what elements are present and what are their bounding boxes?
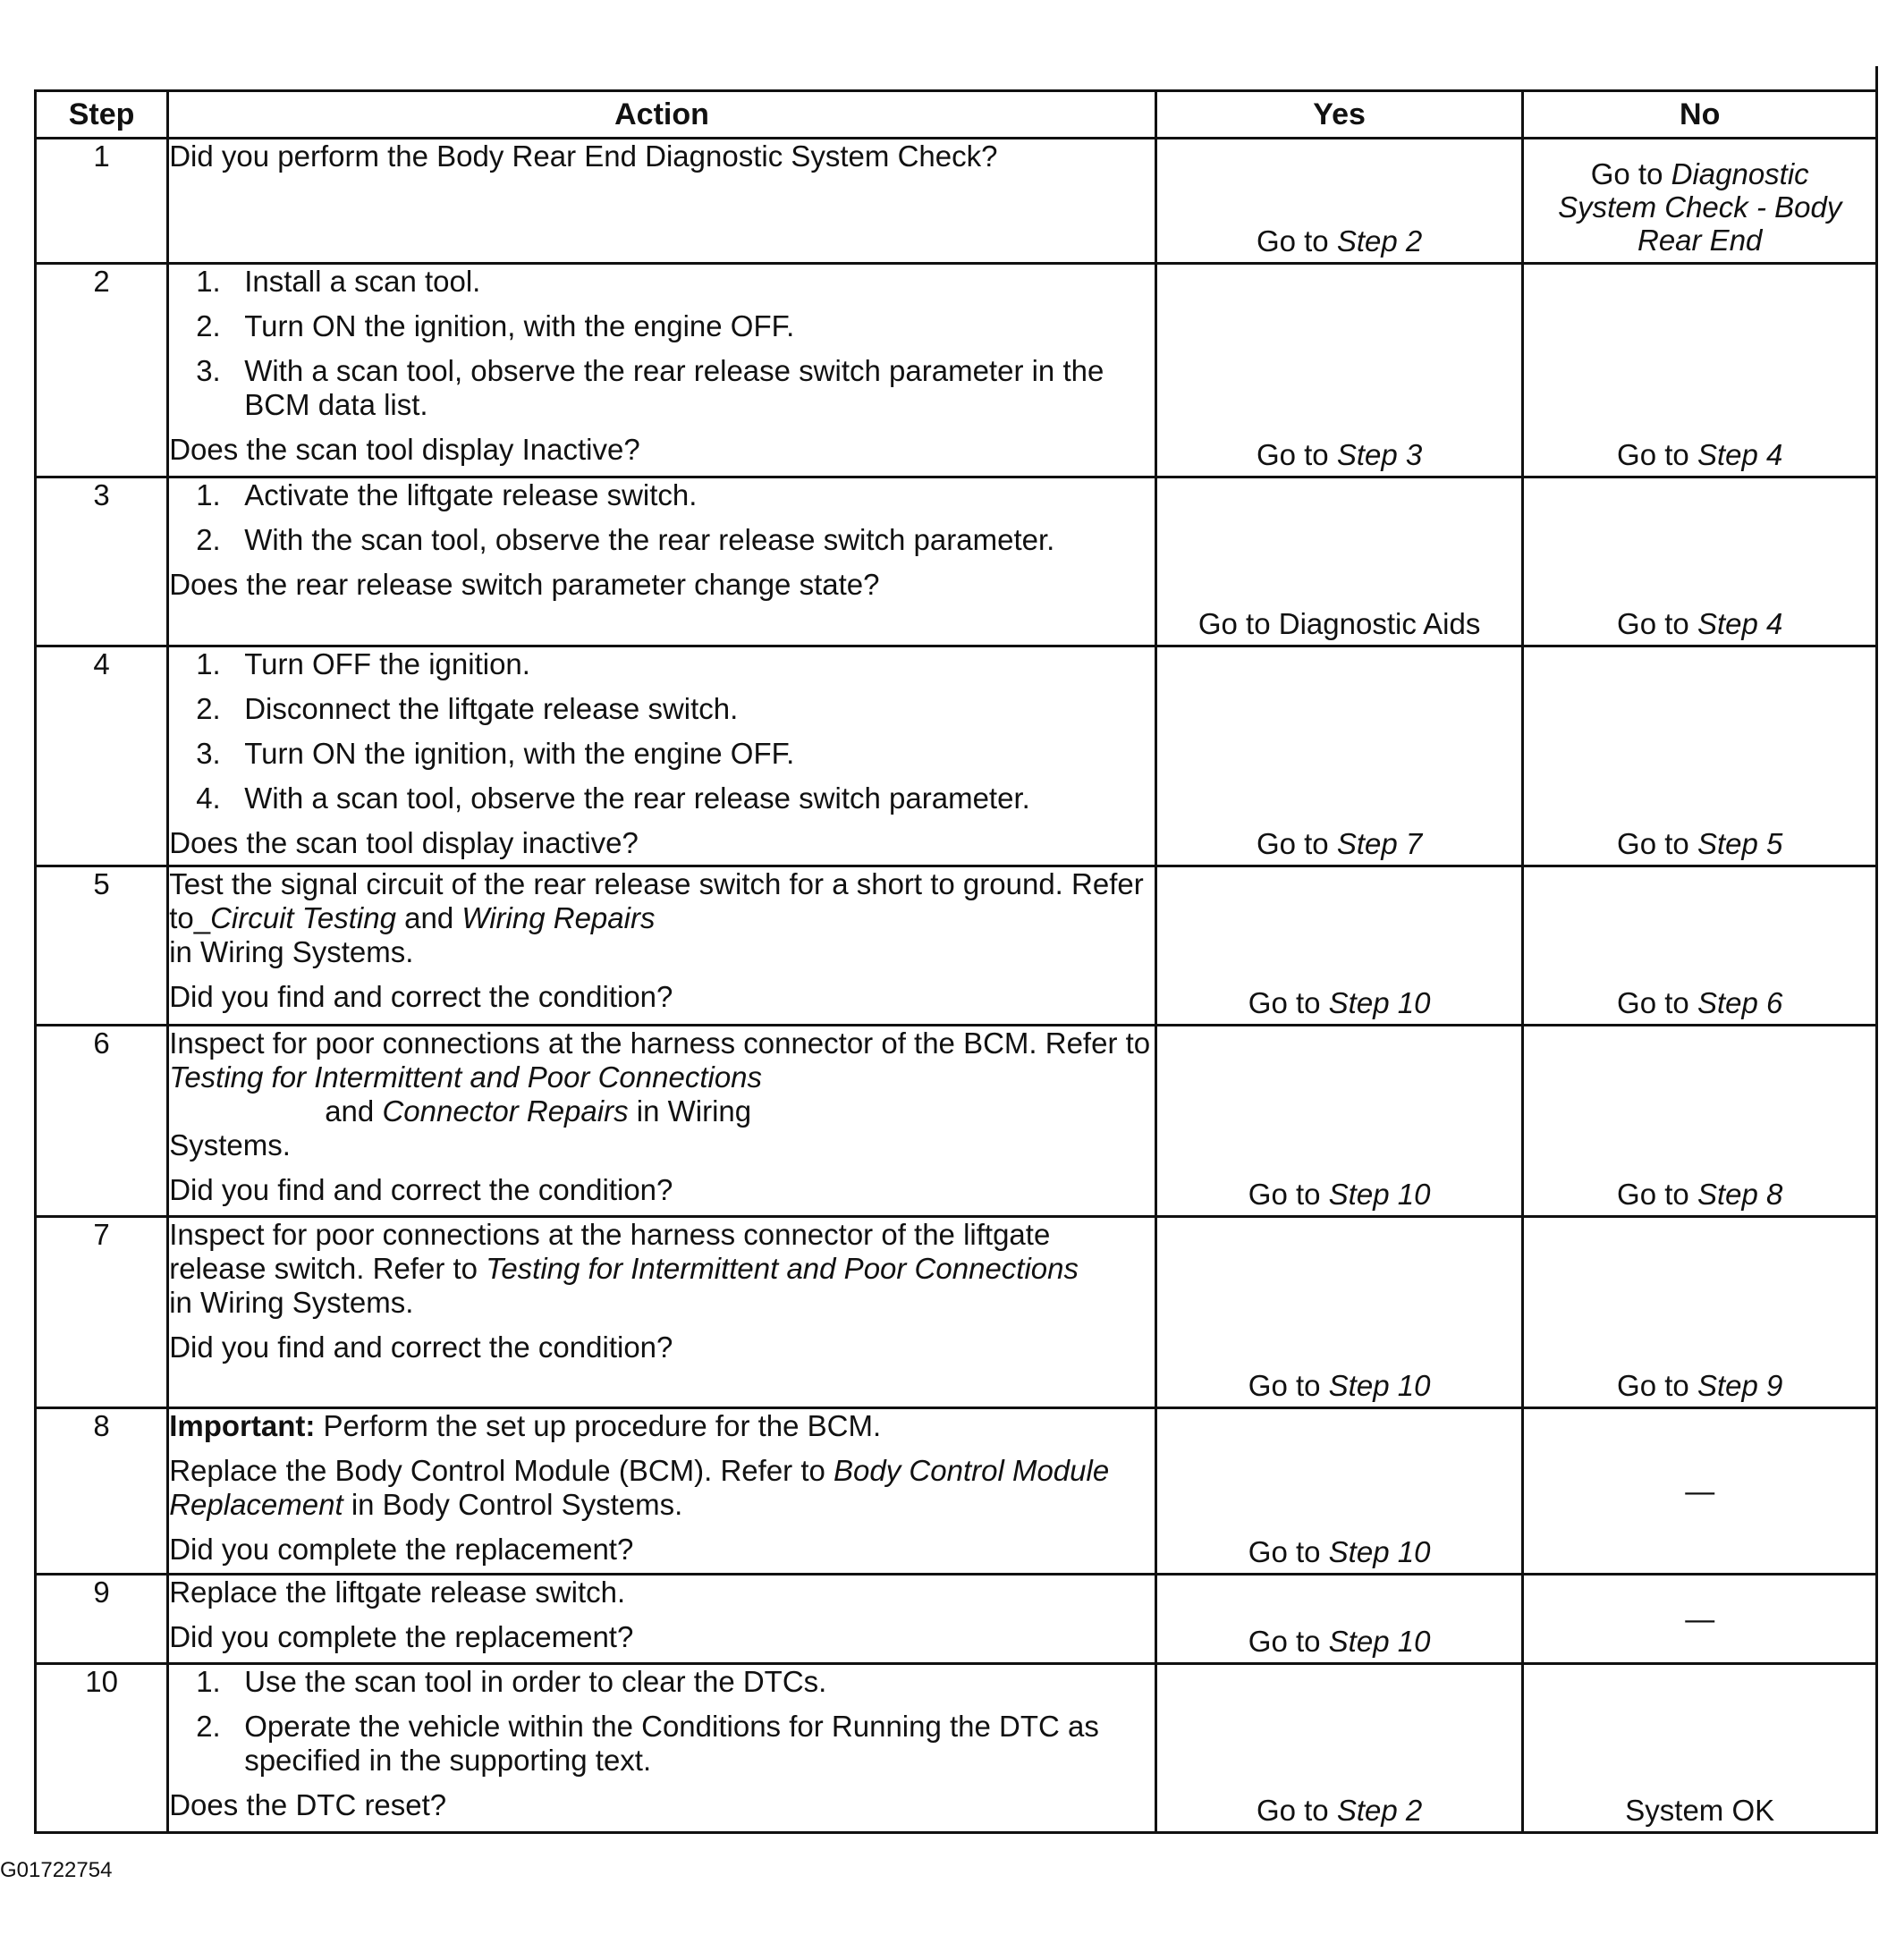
list-number: 1. (196, 1665, 221, 1698)
step-number: 10 (36, 1664, 168, 1833)
list-item-text: With a scan tool, observe the rear release switch parameter in the BCM data list. (244, 354, 1104, 421)
instruction-list (169, 478, 1155, 557)
action-question: Did you perform the Body Rear End Diagnostic System Check? (169, 139, 998, 173)
yes-prefix: Go to (1256, 827, 1337, 860)
yes-step-link[interactable]: Step 10 (1328, 1369, 1431, 1402)
no-prefix: Go to (1617, 607, 1697, 640)
table-row-step-3 (36, 477, 1877, 646)
yes-prefix: Go to (1256, 438, 1337, 471)
table-row-step-10 (36, 1664, 1877, 1833)
no-link-line-3[interactable]: Rear End (1637, 224, 1763, 257)
no-not-applicable: — (1685, 1474, 1715, 1508)
no-cell (1523, 866, 1877, 1026)
circuit-testing-link[interactable]: Circuit Testing (210, 901, 396, 934)
list-number: 1. (196, 265, 221, 298)
action-cell (168, 646, 1156, 866)
no-step-link[interactable]: Step 4 (1697, 607, 1783, 640)
figure-id: G01722754 (0, 1858, 113, 1882)
action-cell (168, 1026, 1156, 1217)
instruction-text: Inspect for poor connections at the harness connector of the BCM. Refer to (169, 1026, 1151, 1060)
list-item (169, 523, 1155, 557)
diagnostic-table (34, 89, 1878, 1834)
list-number: 1. (196, 478, 221, 511)
list-number: 3. (196, 737, 221, 770)
yes-step-link[interactable]: Step 3 (1336, 438, 1423, 471)
instruction-text: in Wiring Systems. (169, 1286, 414, 1319)
yes-prefix: Go to (1248, 1535, 1329, 1568)
list-number: 2. (196, 692, 221, 725)
action-question: Did you find and correct the condition? (169, 1173, 673, 1206)
instruction-text: and (325, 1094, 383, 1128)
no-cell (1523, 1026, 1877, 1217)
no-step-link[interactable]: Step 8 (1697, 1178, 1783, 1211)
action-cell (168, 1217, 1156, 1408)
no-not-applicable: — (1685, 1601, 1715, 1635)
no-link-line-2[interactable]: System Check - Body (1558, 190, 1842, 224)
table-row-step-6 (36, 1026, 1877, 1217)
list-number: 2. (196, 523, 221, 556)
table-row-step-4 (36, 646, 1877, 866)
list-item-text: Turn OFF the ignition. (244, 647, 530, 680)
no-cell (1523, 1217, 1877, 1408)
list-number: 2. (196, 1710, 221, 1743)
action-instruction (169, 1454, 1155, 1522)
action-instruction (169, 1218, 1155, 1320)
yes-cell (1155, 866, 1523, 1026)
instruction-list (169, 647, 1155, 815)
list-item-text: With a scan tool, observe the rear release switch parameter. (244, 781, 1030, 815)
instruction-list (169, 1665, 1155, 1778)
step-number: 7 (36, 1217, 168, 1408)
yes-step-link[interactable]: Step 10 (1328, 1178, 1431, 1211)
yes-step-link[interactable]: Step 10 (1328, 1535, 1431, 1568)
step-number: 5 (36, 866, 168, 1026)
no-prefix: Go to (1617, 438, 1697, 471)
action-question: Did you find and correct the condition? (169, 1331, 673, 1364)
list-item-text: Activate the liftgate release switch. (244, 478, 698, 511)
instruction-text: in Body Control Systems. (343, 1488, 683, 1521)
yes-cell (1155, 1575, 1523, 1664)
list-item-text: Disconnect the liftgate release switch. (244, 692, 739, 725)
no-step-link[interactable]: Step 6 (1697, 986, 1783, 1019)
important-text: Perform the set up procedure for the BCM. (315, 1409, 882, 1442)
instruction-text: in Wiring Systems. (169, 935, 414, 968)
yes-step-link[interactable]: Step 10 (1328, 986, 1431, 1019)
instruction-text: and (395, 901, 462, 934)
yes-cell (1155, 1664, 1523, 1833)
instruction-text: Systems. (169, 1128, 291, 1162)
table-row-step-9 (36, 1575, 1877, 1664)
no-cell (1523, 1575, 1877, 1664)
list-item (169, 309, 1155, 343)
list-item (169, 478, 1155, 512)
instruction-text: in Wiring (628, 1094, 752, 1128)
table-row-step-1 (36, 139, 1877, 264)
no-prefix: Go to (1617, 827, 1697, 860)
step-number: 6 (36, 1026, 168, 1217)
list-item-text: Turn ON the ignition, with the engine OFF. (244, 309, 795, 342)
testing-intermittent-link[interactable]: Testing for Intermittent and Poor Connections (169, 1060, 763, 1094)
action-instruction: Replace the liftgate release switch. (169, 1576, 626, 1609)
action-instruction (169, 1026, 1155, 1162)
action-cell (168, 1408, 1156, 1575)
action-question: Did you complete the replacement? (169, 1620, 634, 1653)
yes-cell (1155, 264, 1523, 477)
instruction-text: Test the signal circuit of the rear release switch for a short to ground. Refer to_ (169, 867, 1144, 934)
list-number: 3. (196, 354, 221, 387)
no-step-link[interactable]: Step 5 (1697, 827, 1783, 860)
yes-prefix: Go to (1248, 1369, 1329, 1402)
table-row-step-2 (36, 264, 1877, 477)
yes-prefix: Go to (1248, 1625, 1329, 1658)
action-question: Does the scan tool display inactive? (169, 826, 639, 859)
step-number: 9 (36, 1575, 168, 1664)
no-prefix: Go to (1617, 1178, 1697, 1211)
yes-cell (1155, 1026, 1523, 1217)
no-system-ok: System OK (1625, 1794, 1775, 1827)
list-item (169, 1710, 1155, 1778)
table-header-row (36, 91, 1877, 139)
header-action: Action (168, 91, 1156, 139)
bcm-replacement-link[interactable]: Body Control Module Replacement (169, 1454, 1110, 1521)
action-question: Does the rear release switch parameter change state? (169, 568, 880, 601)
list-item-text: Install a scan tool. (244, 265, 481, 298)
yes-step-link[interactable]: Step 2 (1336, 1794, 1423, 1827)
no-cell (1523, 1664, 1877, 1833)
yes-prefix: Go to (1248, 1178, 1329, 1211)
list-item-text: Use the scan tool in order to clear the DTCs. (244, 1665, 827, 1698)
list-number: 4. (196, 781, 221, 815)
action-cell (168, 1664, 1156, 1833)
table-row-step-7 (36, 1217, 1877, 1408)
list-item-text: Operate the vehicle within the Conditions for Running the DTC as specified in the supporting text. (244, 1710, 1099, 1777)
action-question: Did you complete the replacement? (169, 1533, 634, 1566)
list-item (169, 354, 1155, 422)
list-item (169, 781, 1155, 815)
list-item-text: Turn ON the ignition, with the engine OFF. (244, 737, 795, 770)
list-item (169, 1665, 1155, 1699)
instruction-list (169, 265, 1155, 422)
yes-prefix: Go to (1256, 1794, 1337, 1827)
important-label: Important: (169, 1409, 316, 1442)
instruction-text: Replace the Body Control Module (BCM). Refer to (169, 1454, 834, 1487)
header-yes: Yes (1155, 91, 1523, 139)
yes-cell (1155, 1217, 1523, 1408)
yes-cell (1155, 646, 1523, 866)
no-cell (1523, 477, 1877, 646)
action-question: Did you find and correct the condition? (169, 980, 673, 1013)
wiring-repairs-link[interactable]: Wiring Repairs (461, 901, 656, 934)
no-prefix: Go to (1590, 157, 1671, 190)
yes-prefix: Go to (1248, 986, 1329, 1019)
table-row-step-8 (36, 1408, 1877, 1575)
yes-diagnostic-aids-link[interactable]: Go to Diagnostic Aids (1197, 607, 1481, 640)
list-item (169, 692, 1155, 726)
yes-prefix: Go to (1256, 224, 1337, 258)
step-number: 3 (36, 477, 168, 646)
action-cell (168, 139, 1156, 264)
action-instruction (169, 867, 1155, 969)
list-number: 1. (196, 647, 221, 680)
connector-repairs-link[interactable]: Connector Repairs (382, 1094, 629, 1128)
no-cell (1523, 646, 1877, 866)
action-cell (168, 264, 1156, 477)
action-cell (168, 866, 1156, 1026)
no-link-line-1[interactable]: Diagnostic (1671, 157, 1809, 190)
no-cell (1523, 139, 1877, 264)
instruction-text: Inspect for poor connections at the harness connector of the liftgate release switch. Refer to (169, 1218, 1051, 1285)
no-prefix: Go to (1617, 986, 1697, 1019)
header-no: No (1523, 91, 1877, 139)
action-question: Does the DTC reset? (169, 1788, 447, 1821)
no-cell (1523, 1408, 1877, 1575)
action-cell (168, 477, 1156, 646)
list-item (169, 737, 1155, 771)
yes-step-link[interactable]: Step 10 (1328, 1625, 1431, 1658)
table-row-step-5 (36, 866, 1877, 1026)
step-number: 1 (36, 139, 168, 264)
list-number: 2. (196, 309, 221, 342)
yes-cell (1155, 1408, 1523, 1575)
list-item (169, 647, 1155, 681)
no-step-link[interactable]: Step 9 (1697, 1369, 1783, 1402)
no-cell (1523, 264, 1877, 477)
header-step: Step (36, 91, 168, 139)
yes-step-link[interactable]: Step 7 (1336, 827, 1423, 860)
step-number: 2 (36, 264, 168, 477)
important-note (169, 1409, 1155, 1443)
step-number: 4 (36, 646, 168, 866)
action-question: Does the scan tool display Inactive? (169, 433, 640, 466)
yes-cell (1155, 477, 1523, 646)
list-item-text: With the scan tool, observe the rear release switch parameter. (244, 523, 1055, 556)
no-prefix: Go to (1617, 1369, 1697, 1402)
yes-cell (1155, 139, 1523, 264)
no-step-link[interactable]: Step 4 (1697, 438, 1783, 471)
list-item (169, 265, 1155, 299)
action-cell (168, 1575, 1156, 1664)
testing-intermittent-link[interactable]: Testing for Intermittent and Poor Connections (486, 1252, 1079, 1285)
yes-step-link[interactable]: Step 2 (1336, 224, 1423, 258)
step-number: 8 (36, 1408, 168, 1575)
